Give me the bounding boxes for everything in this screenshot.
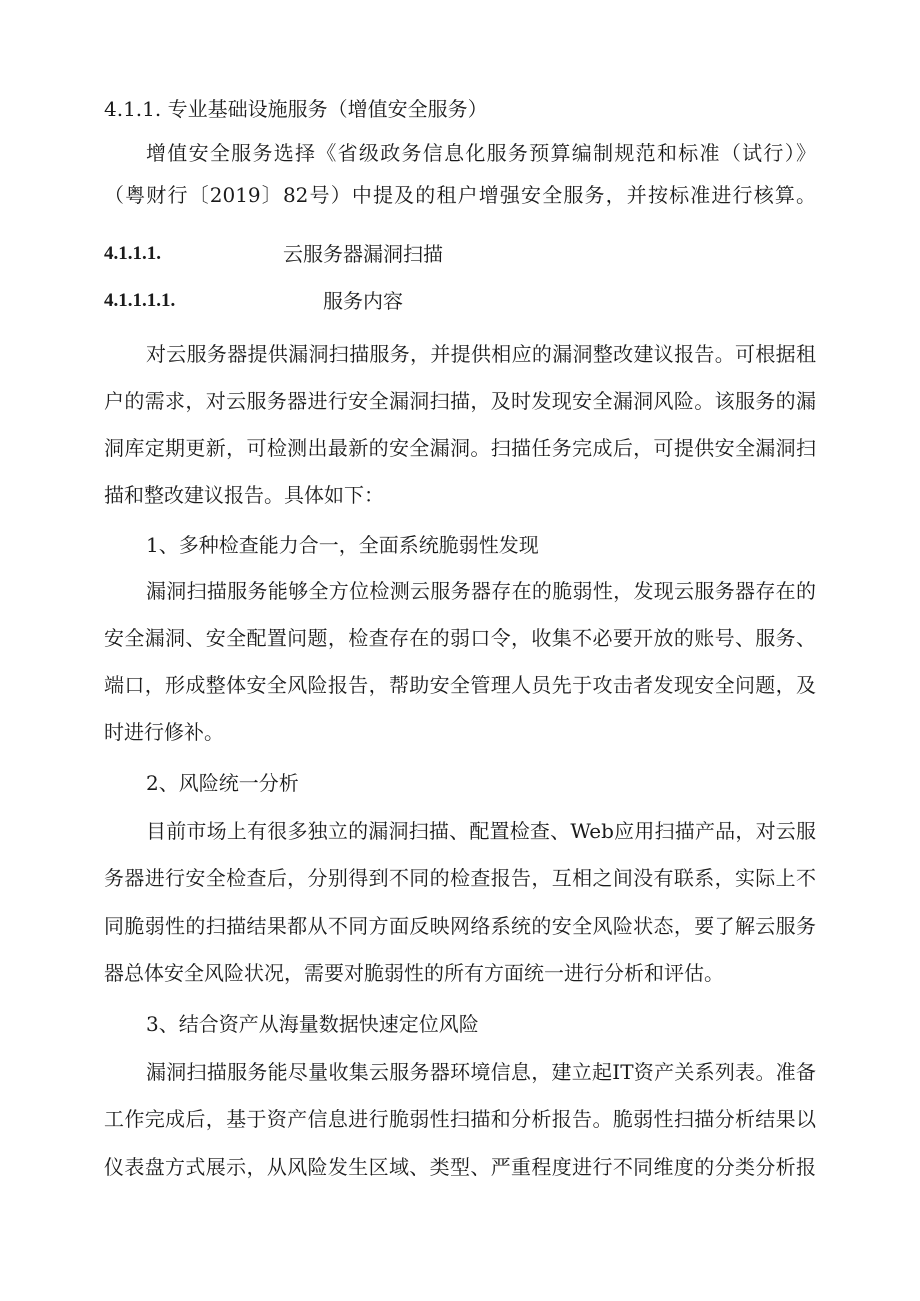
section-title: 云服务器漏洞扫描 xyxy=(283,242,443,266)
list-item-title-2: 2、风险统一分析 xyxy=(146,771,299,795)
list-item-title-3: 3、结合资产从海量数据快速定位风险 xyxy=(146,1012,479,1036)
section-title: 服务内容 xyxy=(323,289,403,313)
paragraph-line: 洞库定期更新，可检测出最新的安全漏洞。扫描任务完成后，可提供安全漏洞扫 xyxy=(104,436,816,460)
paragraph-line: 漏洞扫描服务能尽量收集云服务器环境信息，建立起IT资产关系列表。准备 xyxy=(146,1060,816,1084)
list-item-title-1: 1、多种检查能力合一，全面系统脆弱性发现 xyxy=(146,533,539,557)
intro-line-1: 增值安全服务选择《省级政务信息化服务预算编制规范和标准（试行）》 xyxy=(146,141,816,165)
section-number: 4.1.1.1. xyxy=(104,243,161,264)
paragraph-line: 仪表盘方式展示，从风险发生区域、类型、严重程度进行不同维度的分类分析报 xyxy=(104,1155,816,1179)
paragraph-line: 同脆弱性的扫描结果都从不同方面反映网络系统的安全风险状态，要了解云服务 xyxy=(104,914,816,938)
paragraph-line: 端口，形成整体安全风险报告，帮助安全管理人员先于攻击者发现安全问题，及 xyxy=(104,673,816,697)
intro-line-2: （粤财行〔2019〕82号）中提及的租户增强安全服务，并按标准进行核算。 xyxy=(104,183,816,207)
paragraph-line: 务器进行安全检查后，分别得到不同的检查报告，互相之间没有联系，实际上不 xyxy=(104,866,816,890)
section-number: 4.1.1.1.1. xyxy=(104,290,176,311)
paragraph-line: 漏洞扫描服务能够全方位检测云服务器存在的脆弱性，发现云服务器存在的 xyxy=(146,579,816,603)
paragraph-line: 户的需求，对云服务器进行安全漏洞扫描，及时发现安全漏洞风险。该服务的漏 xyxy=(104,389,816,413)
paragraph-line: 描和整改建议报告。具体如下： xyxy=(104,483,384,507)
paragraph-line: 目前市场上有很多独立的漏洞扫描、配置检查、Web应用扫描产品，对云服 xyxy=(146,819,816,843)
paragraph-line: 工作完成后，基于资产信息进行脆弱性扫描和分析报告。脆弱性扫描分析结果以 xyxy=(104,1107,816,1131)
section-heading-4-1-1: 4.1.1. 专业基础设施服务（增值安全服务） xyxy=(104,97,488,121)
paragraph-line: 时进行修补。 xyxy=(104,720,224,744)
paragraph-line: 对云服务器提供漏洞扫描服务，并提供相应的漏洞整改建议报告。可根据租 xyxy=(146,342,816,366)
paragraph-line: 安全漏洞、安全配置问题，检查存在的弱口令，收集不必要开放的账号、服务、 xyxy=(104,626,816,650)
paragraph-line: 器总体安全风险状况，需要对脆弱性的所有方面统一进行分析和评估。 xyxy=(104,961,724,985)
